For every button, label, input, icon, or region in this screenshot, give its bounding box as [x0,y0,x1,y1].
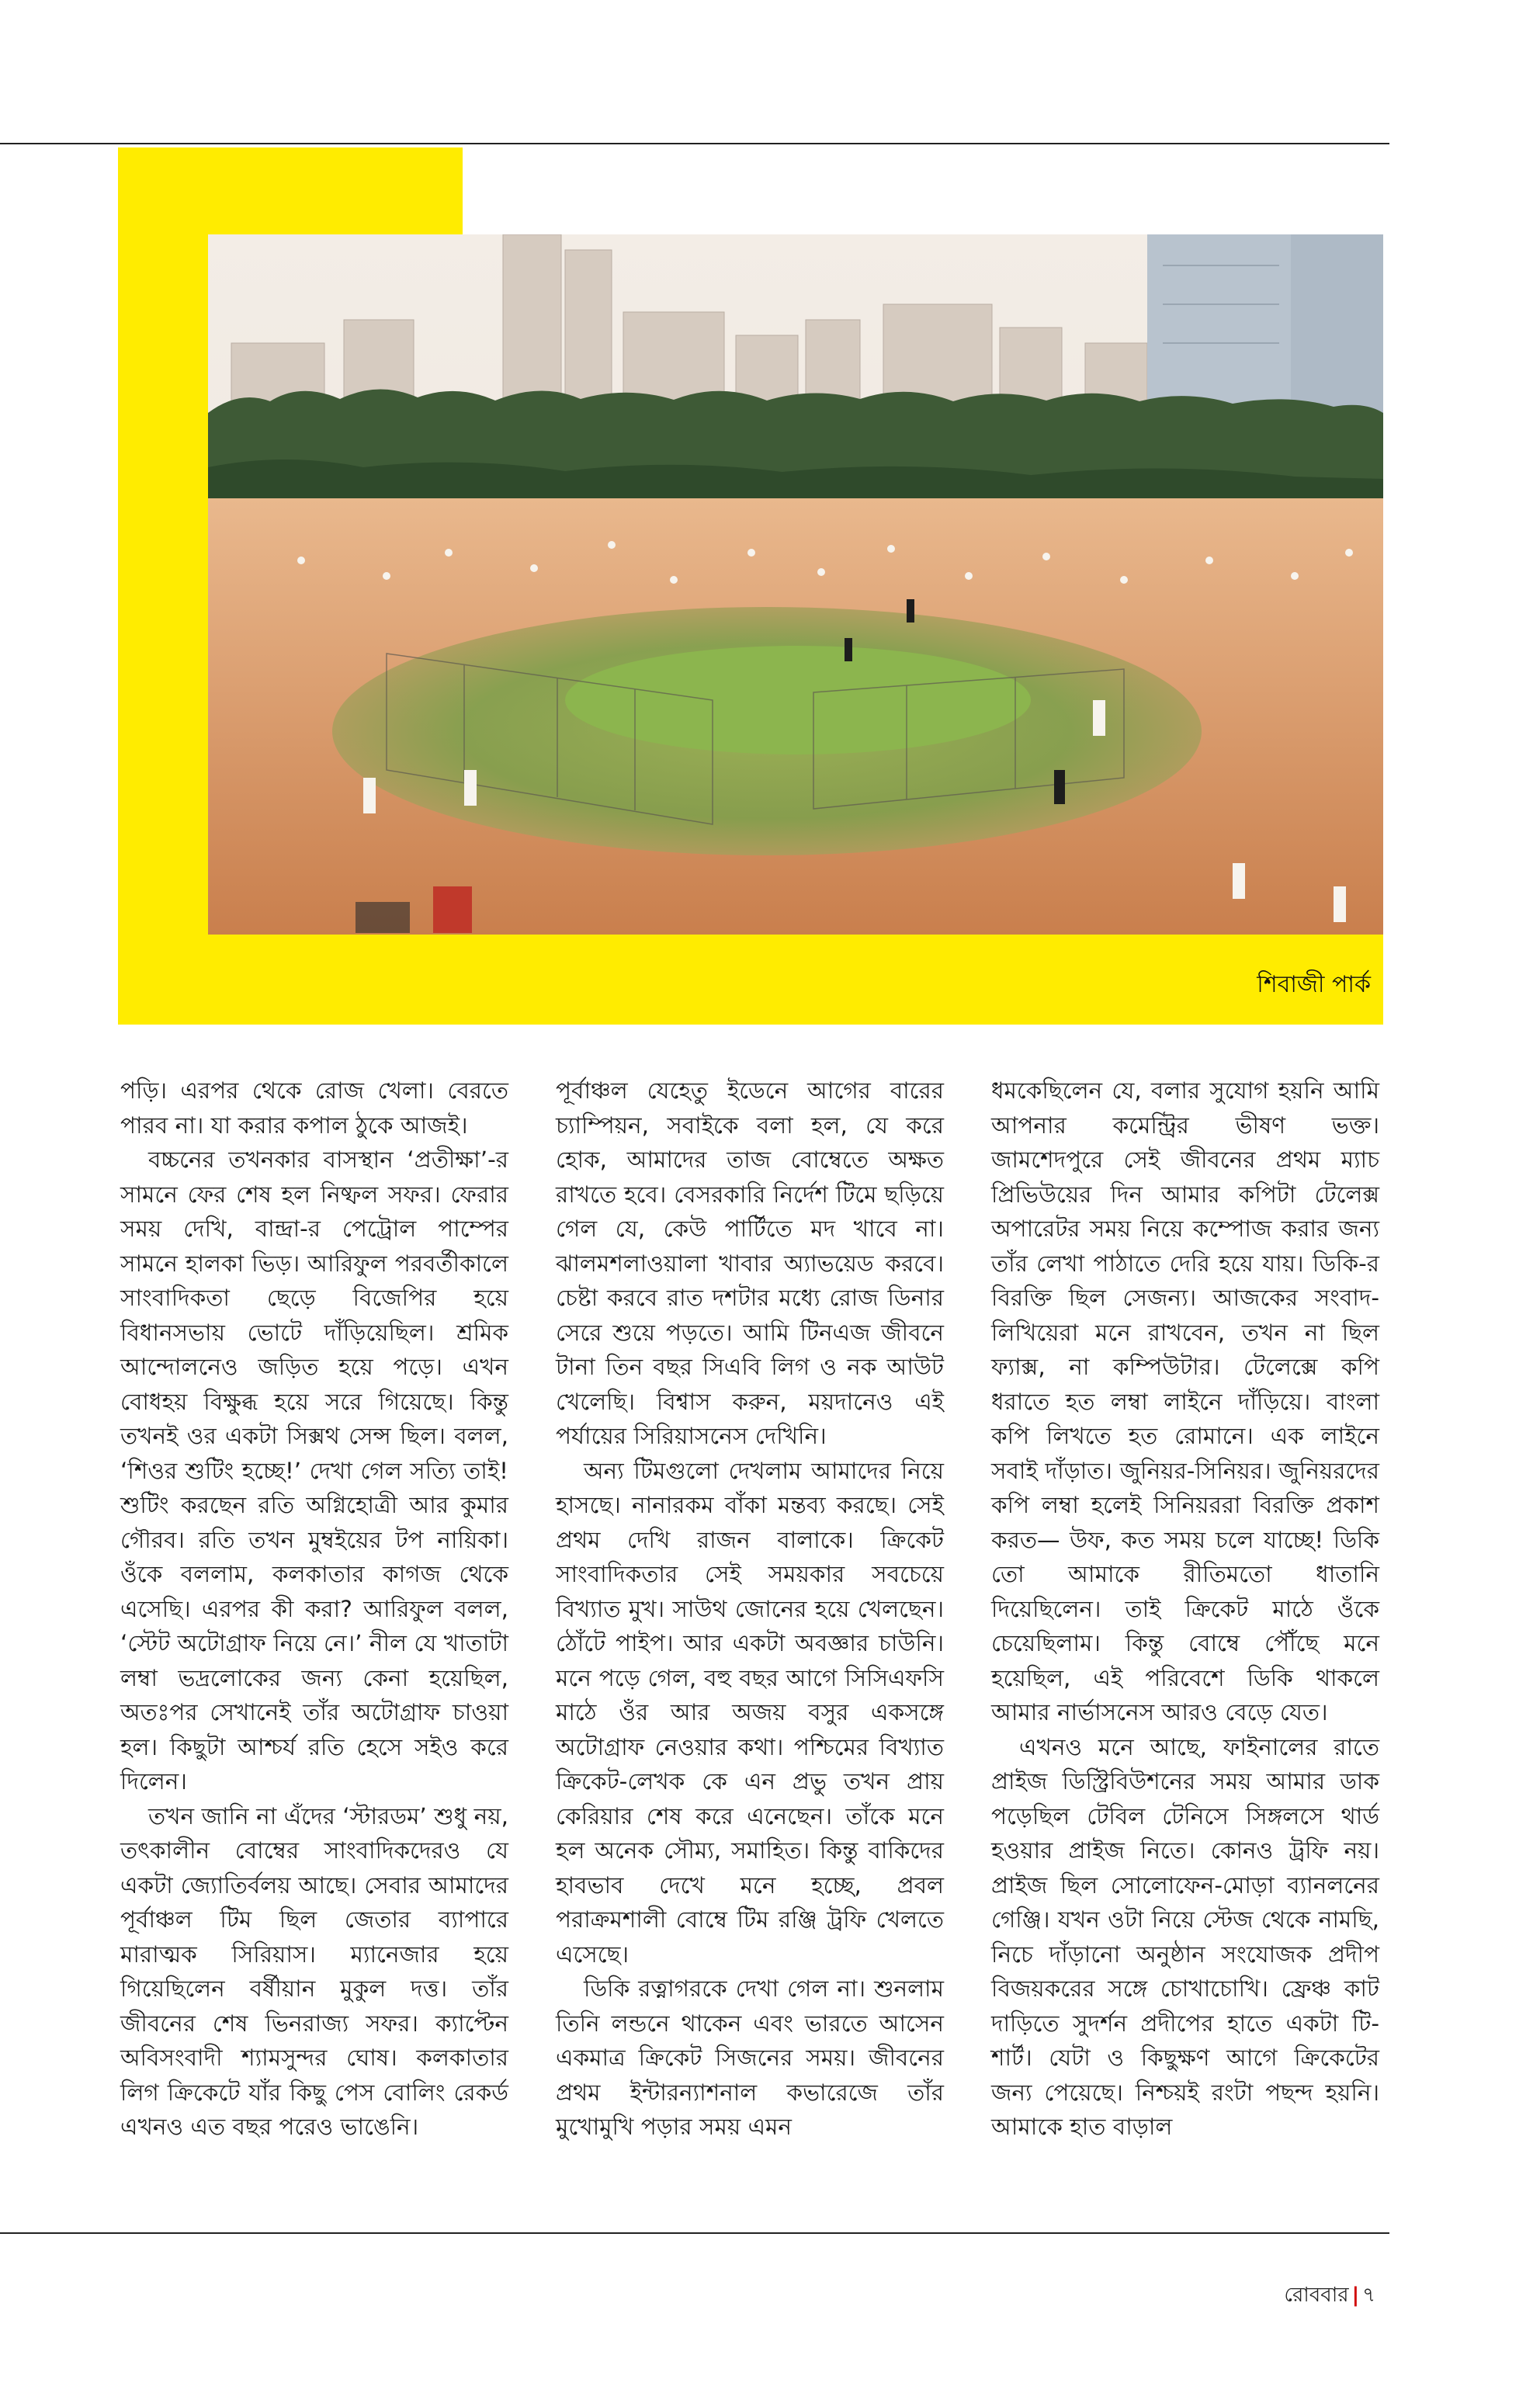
page-number: ৭ [1362,2284,1375,2307]
paragraph: বচ্চনের তখনকার বাসস্থান ‘প্রতীক্ষা’-র সামনে ফের শেষ হল নিষ্ফল সফর। ফেরার সময় দেখি, বান্দ্রা-র পেট্রোল পাম্পের সামনে হালকা ভিড়। আরিফুল পরবর্তীকালে সাংবাদিকতা ছেড়ে বিজেপির হয়ে বিধানসভায় ভোটে দাঁড়িয়েছিল। শ্রমিক আন্দোলনেও জড়িত হয়ে পড়ে। এখন বোধহয় বিক্ষুব্ধ হয়ে সরে গিয়েছে। কিন্তু তখনই ওর একটা সিক্সথ সেন্স ছিল। বলল, ‘শিওর শুটিং হচ্ছে!’ দেখা গেল সত্যি তাই! শুটিং করছেন রতি অগ্নিহোত্রী আর কুমার গৌরব। রতি তখন মুম্বইয়ের টপ নায়িকা। ওঁকে বললাম, কলকাতার কাগজ থেকে এসেছি। এরপর কী করা? আরিফুল বলল, ‘স্টেট অটোগ্রাফ নিয়ে নে।’ নীল যে খাতাটা লম্বা ভদ্রলোকের জন্য কেনা হয়েছিল, অতঃপর সেখানেই তাঁর অটোগ্রাফ চাওয়া হল। কিছুটা আশ্চর্য রতি হেসে সইও করে দিলেন। [120,1146,508,1795]
page-footer [1284,2279,1375,2313]
paragraph: অন্য টিমগুলো দেখলাম আমাদের নিয়ে হাসছে। নানারকম বাঁকা মন্তব্য করছে। সেই প্রথম দেখি রাজন বালাকে। ক্রিকেট সাংবাদিকতার সেই সময়কার সবচেয়ে বিখ্যাত মুখ। সাউথ জোনের হয়ে খেলছেন। ঠোঁটে পাইপ। আর একটা অবজ্ঞার চাউনি। মনে পড়ে গেল, বহু বছর আগে সিসিএফসি মাঠে ওঁর আর অজয় বসুর একসঙ্গে অটোগ্রাফ নেওয়ার কথা। পশ্চিমের বিখ্যাত ক্রিকেট-লেখক কে এন প্রভু তখন প্রায় কেরিয়ার শেষ করে এনেছেন। তাঁকে মনে হল অনেক সৌম্য, সমাহিত। কিন্তু বাকিদের হাবভাব দেখে মনে হচ্ছে, প্রবল পরাক্রমশালী বোম্বে টিম রঞ্জি ট্রফি খেলতে এসেছে। [556,1457,944,1968]
article-column-1 [120,1073,508,2145]
article-column-3 [991,1073,1379,2145]
paragraph: পূর্বাঞ্চল যেহেতু ইডেনে আগের বারের চ্যাম্পিয়ন, সবাইকে বলা হল, যে করে হোক, আমাদের তাজ বোম্বেতে অক্ষত রাখতে হবে। বেসরকারি নির্দেশ টিমে ছড়িয়ে গেল যে, কেউ পার্টিতে মদ খাবে না। ঝালমশলাওয়ালা খাবার অ্যাভয়েড করবে। চেষ্টা করবে রাত দশটার মধ্যে রোজ ডিনার সেরে শুয়ে পড়তে। আমি টিনএজ জীবনে টানা তিন বছর সিএবি লিগ ও নক আউট খেলেছি। বিশ্বাস করুন, ময়দানেও এই পর্যায়ের সিরিয়াসনেস দেখিনি। [556,1077,944,1449]
paragraph: ধমকেছিলেন যে, বলার সুযোগ হয়নি আমি আপনার কমেন্ট্রির ভীষণ ভক্ত। জামশেদপুরে সেই জীবনের প্রথম ম্যাচ প্রিভিউয়ের দিন আমার কপিটা টেলেক্স অপারেটর সময় নিয়ে কম্পোজ করার জন্য তাঁর লেখা পাঠাতে দেরি হয়ে যায়। ডিকি-র বিরক্তি ছিল সেজন্য। আজকের সংবাদ-লিখিয়েরা মনে রাখবেন, তখন না ছিল ফ্যাক্স, না কম্পিউটার। টেলেক্সে কপি ধরাতে হত লম্বা লাইনে দাঁড়িয়ে। বাংলা কপি লিখতে হত রোমানে। এক লাইনে সবাই দাঁড়াত। জুনিয়র-সিনিয়র। জুনিয়রদের কপি লম্বা হলেই সিনিয়ররা বিরক্তি প্রকাশ করত— উফ, কত সময় চলে যাচ্ছে! ডিকি তো আমাকে রীতিমতো ধাতানি দিয়েছিলেন। তাই ক্রিকেট মাঠে ওঁকে চেয়েছিলাম। কিন্তু বোম্বে পৌঁছে মনে হয়েছিল, এই পরিবেশে ডিকি থাকলে আমার নার্ভাসনেস আরও বেড়ে যেত। [991,1077,1379,1725]
photo-caption: শিবাজী পার্ক [1257,971,1371,998]
photo-frame-notch [463,147,1383,234]
paragraph: তখন জানি না এঁদের ‘স্টারডম’ শুধু নয়, তৎকালীন বোম্বের সাংবাদিকদেরও যে একটা জ্যোতির্বলয় আছে। সেবার আমাদের পূর্বাঞ্চল টিম ছিল জেতার ব্যাপারে মারাত্মক সিরিয়াস। ম্যানেজার হয়ে গিয়েছিলেন বর্ষীয়ান মুকুল দত্ত। তাঁর জীবনের শেষ ভিনরাজ্য সফর। ক্যাপ্টেন অবিসংবাদী শ্যামসুন্দর ঘোষ। কলকাতার লিগ ক্রিকেটে যাঁর কিছু পেস বোলিং রেকর্ড এখনও এত বছর পরেও ভাঙেনি। [120,1802,508,2140]
footer-separator: | [1351,2284,1360,2307]
magazine-name: রোববার [1284,2284,1349,2307]
article-column-2 [556,1073,944,2145]
top-rule [0,143,1389,144]
bottom-rule [0,2232,1389,2234]
shivaji-park-photo [208,234,1383,935]
paragraph: ডিকি রত্নাগরকে দেখা গেল না। শুনলাম তিনি লন্ডনে থাকেন এবং ভারতে আসেন একমাত্র ক্রিকেট সিজনের সময়। জীবনের প্রথম ইন্টারন্যাশনাল কভারেজে তাঁর মুখোমুখি পড়ার সময় এমন [556,1975,944,2140]
paragraph: এখনও মনে আছে, ফাইনালের রাতে প্রাইজ ডিস্ট্রিবিউশনের সময় আমার ডাক পড়েছিল টেবিল টেনিসে সিঙ্গলসে থার্ড হওয়ার প্রাইজ নিতে। কোনও ট্রফি নয়। প্রাইজ ছিল সোলোফেন-মোড়া ব্যানলনের গেঞ্জি। যখন ওটা নিয়ে স্টেজ থেকে নামছি, নিচে দাঁড়ানো অনুষ্ঠান সংযোজক প্রদীপ বিজয়করের সঙ্গে চোখাচোখি। ফ্রেঞ্চ কাট দাড়িতে সুদর্শন প্রদীপের হাতে একটা টি-শার্ট। যেটা ও কিছুক্ষণ আগে ক্রিকেটের জন্য পেয়েছে। নিশ্চয়ই রংটা পছন্দ হয়নি। আমাকে হাত বাড়াল [991,1733,1379,2140]
paragraph: পড়ি। এরপর থেকে রোজ খেলা। বেরতে পারব না। যা করার কপাল ঠুকে আজই। [120,1077,508,1139]
